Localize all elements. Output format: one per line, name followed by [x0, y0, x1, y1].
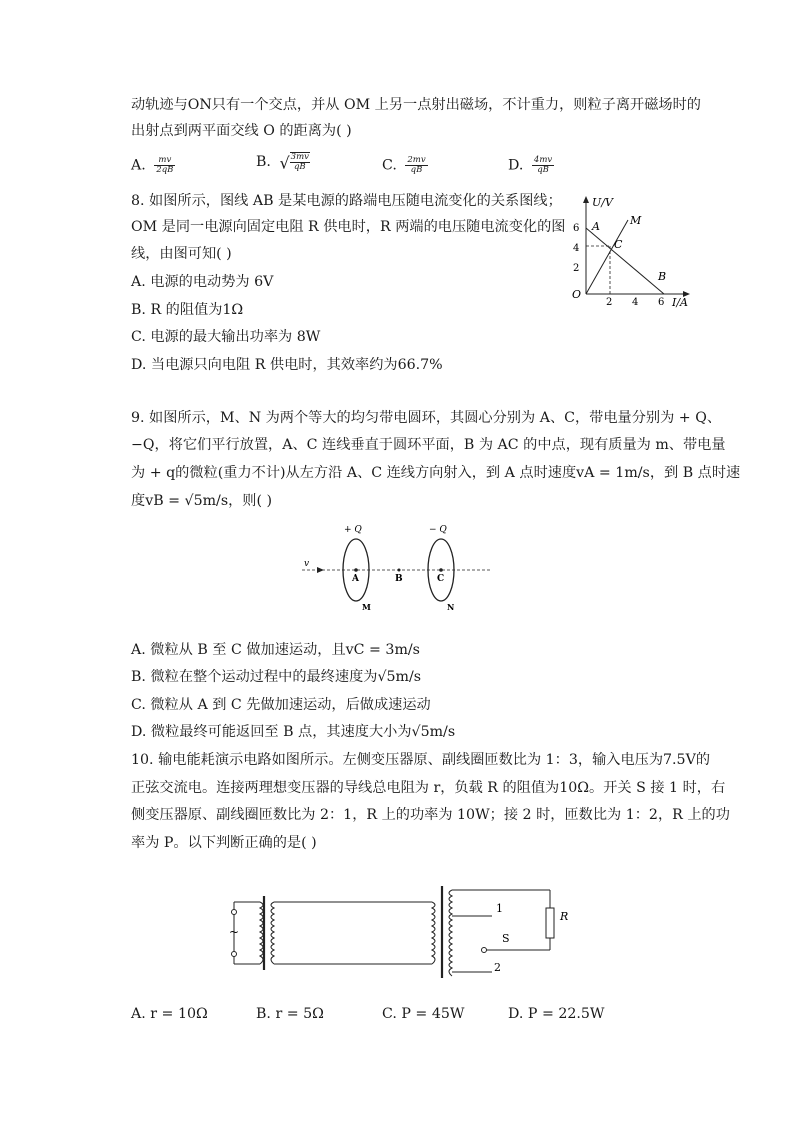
- q7-option-a-fraction: $\frac{mv}{2qB}$: [156, 155, 174, 175]
- q9-text-line1: 9. 如图所示，M、N 为两个等大的均匀带电圆环，其圆心分别为 A、C，带电量分别为 + Q、: [131, 410, 722, 426]
- q8-ui-graph: [562, 192, 702, 310]
- q9-option-d[interactable]: D. 微粒最终可能返回至 B 点，其速度大小为√5m/s: [131, 724, 456, 740]
- q7-option-c[interactable]: [382, 156, 428, 175]
- q7-option-d-fraction: $\frac{4mv}{qB}$: [533, 155, 553, 175]
- resistor-r: [546, 908, 554, 938]
- q10-text-line3: 侧变压器原、副线圈匝数比为 2：1，R 上的功率为 10W；接 2 时，匝数比为 1：2，R 上的功: [131, 807, 730, 823]
- q10-option-a[interactable]: A. r = 10Ω: [131, 1006, 208, 1022]
- charge-plus-q: + Q: [344, 525, 362, 535]
- point-a-label: A: [592, 220, 600, 233]
- resistor-label: R: [560, 910, 569, 923]
- x-tick-4: 4: [632, 297, 639, 308]
- q9-text-line3: 为 + q的微粒(重力不计)从左方沿 A、C 连线方向射入，到 A 点时速度vA = 1m/s，到 B 点时速: [131, 465, 741, 481]
- point-c: [439, 568, 443, 572]
- label-c: C: [437, 574, 445, 584]
- q10-circuit-diagram: [222, 880, 574, 980]
- x-tick-2: 2: [606, 297, 613, 308]
- switch-label: S: [502, 932, 510, 945]
- terminal-top: [232, 910, 237, 915]
- label-a: A: [352, 574, 359, 584]
- q9-ring-figure: [298, 520, 498, 612]
- right-primary-coil: [432, 902, 435, 964]
- point-a: [354, 568, 358, 572]
- q7-option-a-label: A.: [131, 157, 146, 174]
- left-primary-coil: [260, 902, 263, 964]
- q7-option-d-label: D.: [508, 157, 524, 174]
- q7-text-line1: 动轨迹与ON只有一个交点，并从 OM 上另一点射出磁场，不计重力，则粒子离开磁场时的: [131, 97, 701, 113]
- point-m-label: M: [630, 214, 642, 227]
- velocity-label: v: [304, 559, 310, 569]
- q7-option-a[interactable]: [131, 156, 175, 175]
- q10-text-line2: 正弦交流电。连接两理想变压器的导线总电阻为 r，负载 R 的阻值为10Ω。开关 S 接 1 时，右: [131, 780, 726, 796]
- q7-text-line2: 出射点到两平面交线 O 的距离为( ): [131, 123, 352, 139]
- y-tick-2: 2: [573, 263, 580, 274]
- q9-option-a[interactable]: A. 微粒从 B 至 C 做加速运动，且vC = 3m/s: [131, 642, 420, 658]
- y-axis-arrow: [583, 196, 589, 203]
- charge-minus-q: − Q: [429, 525, 447, 535]
- q10-text-line4: 率为 P。以下判断正确的是( ): [131, 835, 317, 851]
- ac-source-symbol: ~: [229, 925, 240, 939]
- label-n: N: [447, 602, 455, 612]
- q8-text-line1: 8. 如图所示，图线 AB 是某电源的路端电压随电流变化的关系图线；: [131, 193, 562, 209]
- label-b: B: [395, 574, 403, 584]
- velocity-arrow: [317, 567, 324, 573]
- q7-option-c-label: C.: [382, 157, 397, 174]
- q10-option-b[interactable]: B. r = 5Ω: [256, 1006, 324, 1022]
- line-ab: [586, 228, 667, 294]
- q9-option-b[interactable]: B. 微粒在整个运动过程中的最终速度为√5m/s: [131, 669, 422, 685]
- tap-1-label: 1: [496, 902, 503, 915]
- q10-option-c[interactable]: C. P = 45W: [382, 1006, 465, 1022]
- q8-option-c[interactable]: C. 电源的最大输出功率为 8W: [131, 329, 321, 345]
- q8-option-a[interactable]: A. 电源的电动势为 6V: [131, 274, 274, 290]
- q8-option-d[interactable]: D. 当电源只向电阻 R 供电时，其效率约为66.7%: [131, 357, 443, 373]
- q7-option-b-sqrt: $√\frac{3mv}{qB}$: [279, 152, 309, 173]
- y-tick-4: 4: [573, 243, 580, 254]
- q7-option-c-fraction: $\frac{2mv}{qB}$: [407, 155, 426, 175]
- q9-text-line4: 度vB = √5m/s，则( ): [131, 493, 273, 509]
- q9-option-c[interactable]: C. 微粒从 A 到 C 先做加速运动，后做成速运动: [131, 697, 431, 713]
- q7-option-d[interactable]: [508, 156, 554, 175]
- q8-text-line2: OM 是同一电源向固定电阻 R 供电时，R 两端的电压随电流变化的图: [131, 219, 566, 235]
- q10-option-d[interactable]: D. P = 22.5W: [508, 1006, 605, 1022]
- right-secondary-coil: [449, 890, 452, 976]
- tap-2-label: 2: [494, 961, 501, 974]
- point-b: [398, 569, 401, 572]
- q8-text-line3: 线，由图可知( ): [131, 246, 232, 262]
- q7-option-b-label: B.: [256, 154, 271, 170]
- point-b-label: B: [658, 270, 667, 283]
- q10-text-line1: 10. 输电能耗演示电路如图所示。左侧变压器原、副线圈匝数比为 1：3，输入电压为7.5V的: [131, 752, 711, 768]
- x-axis-label: I/A: [672, 296, 688, 309]
- y-tick-6: 6: [573, 223, 580, 234]
- x-tick-6: 6: [658, 297, 665, 308]
- label-m: M: [362, 602, 371, 612]
- terminal-bottom: [232, 952, 237, 957]
- switch-pivot: [482, 948, 487, 953]
- origin-label: O: [572, 288, 582, 301]
- left-secondary-coil: [271, 902, 274, 964]
- q8-option-b[interactable]: B. R 的阻值为1Ω: [131, 302, 244, 318]
- q7-option-b[interactable]: [256, 152, 310, 172]
- y-axis-label: U/V: [592, 196, 613, 209]
- q9-text-line2: −Q，将它们平行放置，A、C 连线垂直于圆环平面，B 为 AC 的中点，现有质量为 m、带电量: [131, 437, 726, 453]
- point-c-label: C: [614, 238, 623, 251]
